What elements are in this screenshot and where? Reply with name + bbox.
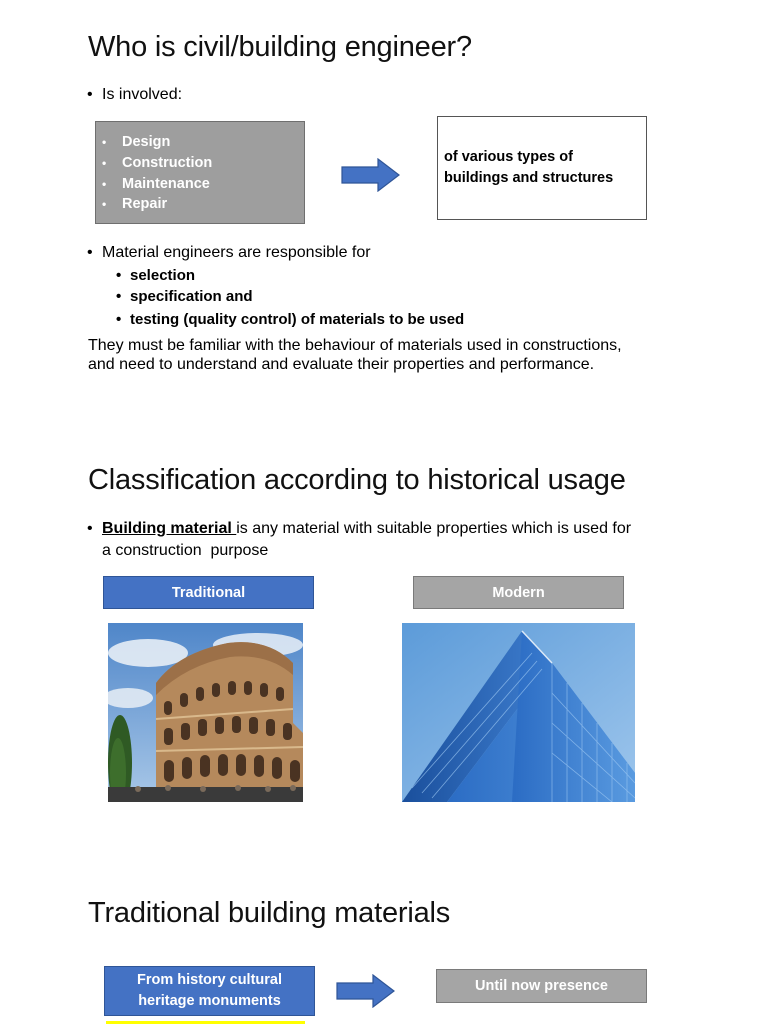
modern-label: Modern xyxy=(413,576,624,609)
section-title-traditional-materials: Traditional building materials xyxy=(88,897,451,929)
colosseum-image xyxy=(108,623,303,802)
involved-bullet: • Is involved: xyxy=(102,86,182,104)
responsibility-paragraph xyxy=(88,337,622,374)
right-arrow-icon xyxy=(336,974,396,1008)
right-arrow-icon xyxy=(341,158,401,192)
presence-label: Until now presence xyxy=(436,969,647,1003)
skyscraper-image xyxy=(402,623,635,802)
material-engineers-bullet: • Material engineers are responsible for xyxy=(102,244,371,262)
traditional-label: Traditional xyxy=(103,576,314,609)
paragraph-line: and need to understand and evaluate their properties and performance. xyxy=(88,355,595,373)
responsibility-item: • selection xyxy=(130,267,195,284)
activity-item: • Maintenance xyxy=(96,174,304,195)
activities-box xyxy=(95,121,305,224)
definition-text: is any material with suitable properties which is used for xyxy=(236,520,632,537)
building-material-term: Building material xyxy=(102,520,237,537)
activity-item: • Design xyxy=(96,132,304,153)
activity-item: • Construction xyxy=(96,153,304,174)
section-title-classification: Classification according to historical usage xyxy=(88,464,626,496)
definition-bullet xyxy=(102,520,631,538)
result-box: of various types of buildings and structures xyxy=(437,116,647,220)
paragraph-line: They must be familiar with the behaviour of materials used in constructions, xyxy=(88,337,622,354)
heritage-label: From history cultural heritage monuments xyxy=(104,966,315,1016)
section-title-civil-engineer: Who is civil/building engineer? xyxy=(88,31,472,63)
responsibility-item: • testing (quality control) of materials to be used xyxy=(130,311,464,328)
activity-item: • Repair xyxy=(96,194,304,215)
definition-continuation: a construction purpose xyxy=(102,542,269,559)
responsibility-item: • specification and xyxy=(130,288,253,305)
